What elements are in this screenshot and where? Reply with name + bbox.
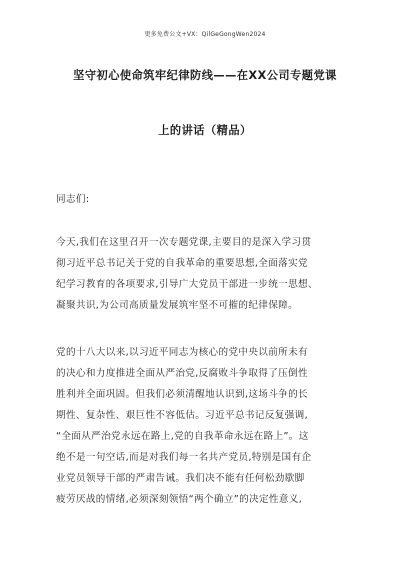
paragraph-2-line: 党的十八大以来,以习近平同志为核心的党中央以前所未有 (56, 347, 308, 358)
paragraph-2-line: 胜利并全面巩固。但我们必须清醒地认识到,这场斗争的长 (56, 389, 308, 400)
header-note: 更多免费公文+VX：QilGeGongWen2024 (144, 31, 266, 38)
salutation: 同志们: (56, 194, 90, 205)
paragraph-2-line: 疲劳厌战的情绪,必须深刻领悟“两个确立”的决定性意义, (56, 494, 303, 505)
paragraph-1-line: 彻习近平总书记关于党的自我革命的重要思想,全面落实党 (56, 258, 308, 269)
paragraph-2-line: 业党员领导干部的严肃告诫。我们决不能有任何松劲歇脚 (56, 473, 305, 484)
paragraph-1-line: 纪学习教育的各项要求,引导广大党员干部进一步统一思想、 (56, 279, 318, 290)
document-title-line-1: 坚守初心使命筑牢纪律防线——在XX公司专题党课 (73, 69, 337, 82)
paragraph-2-line: 的决心和力度推进全面从严治党,反腐败斗争取得了压倒性 (56, 368, 308, 379)
paragraph-2-line: “全面从严治党永远在路上,党的自我革命永远在路上”。这 (56, 431, 309, 442)
paragraph-1-line: 凝聚共识,为公司高质量发展筑牢坚不可摧的纪律保障。 (56, 300, 299, 311)
paragraph-2-line: 绝不是一句空话,而是对我们每一名共产党员,特别是国有企 (56, 452, 312, 463)
paragraph-1-line: 今天,我们在这里召开一次专题党课,主要目的是深入学习贯 (56, 237, 312, 248)
paragraph-2-line: 期性、复杂性、艰巨性不容低估。习近平总书记反复强调, (56, 410, 308, 421)
document-title-line-2: 上的讲话（精品） (158, 124, 252, 137)
